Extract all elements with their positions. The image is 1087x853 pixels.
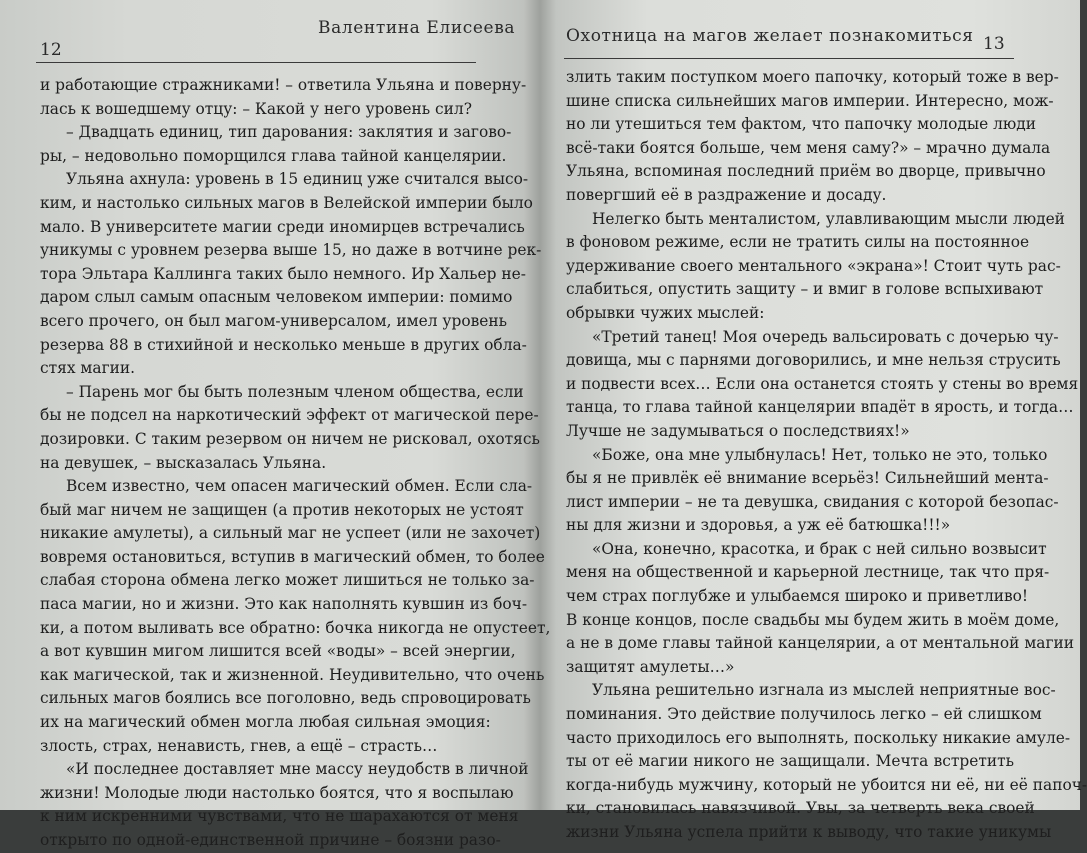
text-line: лист империи – не та девушка, свидания с которой безопас-: [566, 492, 1059, 511]
text-line: а вот кувшин мигом лишится всей «воды» – всей энергии,: [40, 642, 516, 661]
text-line: к ним искренними чувствами, что не шарахаются от меня: [40, 807, 519, 826]
text-line: бы я не привлёк её внимание всерьёз! Сильнейший мента-: [566, 469, 1049, 488]
text-line: танца, то глава тайной канцелярии впадёт в ярость, и тогда…: [566, 398, 1074, 417]
running-head-title: Охотница на магов желает познакомиться: [566, 26, 974, 46]
text-line: Всем известно, чем опасен магический обмен. Если сла-: [66, 477, 533, 496]
text-line: «Она, конечно, красотка, и брак с ней сильно возвысит: [592, 539, 1047, 558]
text-line: стях магии.: [40, 359, 136, 378]
text-line: ки, становилась навязчивой. Увы, за четверть века своей: [566, 799, 1035, 818]
text-line: «И последнее доставляет мне массу неудобств в личной: [66, 760, 529, 779]
page-number: 12: [40, 40, 62, 60]
text-line: слабиться, опустить защиту – и вмиг в голове вспыхивают: [566, 280, 1044, 299]
text-line: уникумы с уровнем резерва выше 15, но даже в вотчине рек-: [40, 241, 542, 260]
text-line: когда-нибудь мужчину, который не убоится ни её, ни её папоч-: [566, 775, 1087, 794]
text-line: мало. В университете магии среди иномирцев встречались: [40, 217, 525, 236]
text-line: жизни! Молодые люди настолько боятся, что я воспылаю: [40, 783, 514, 802]
text-line: сильных магов боялись все поголовно, ведь спровоцировать: [40, 689, 531, 708]
text-line: «Боже, она мне улыбнулась! Нет, только не это, только: [592, 445, 1048, 464]
text-line: даром слыл самым опасным человеком империи: помимо: [40, 288, 513, 307]
text-line: Ульяна решительно изгнала из мыслей неприятные вос-: [592, 681, 1056, 700]
text-line: Ульяна ахнула: уровень в 15 единиц уже считался высо-: [66, 170, 529, 189]
text-line: дозировки. С таким резервом он ничем не рисковал, охотясь: [40, 429, 540, 448]
text-line: их на магический обмен могла любая сильная эмоция:: [40, 713, 491, 732]
text-line: паса магии, но и жизни. Это как наполнять кувшин из боч-: [40, 595, 528, 614]
text-line: и работающие стражниками! – ответила Ульяна и поверну-: [40, 76, 527, 94]
text-line: ким, и настолько сильных магов в Велейской империи было: [40, 193, 533, 212]
text-line: – Двадцать единиц, тип дарования: заклятия и загово-: [66, 123, 512, 142]
text-line: никакие амулеты), а сильный маг не успеет (или не захочет): [40, 524, 541, 543]
page-number: 13: [983, 34, 1005, 54]
header-rule: [36, 62, 476, 63]
text-line: «Третий танец! Моя очередь вальсировать с дочерью чу-: [592, 327, 1059, 346]
text-line: довища, мы с парнями договорились, и мне нельзя струсить: [566, 351, 1061, 370]
text-line: шине списка сильнейших магов империи. Интересно, мож-: [566, 91, 1054, 110]
text-line: резерва 88 в стихийной и несколько меньше в других обла-: [40, 335, 527, 354]
text-line: а не в доме главы тайной канцелярии, а от ментальной магии: [566, 634, 1075, 653]
text-line: бый маг ничем не защищен (а против некоторых не устоят: [40, 500, 524, 519]
right-page: [540, 0, 1087, 841]
text-line: Нелегко быть менталистом, улавливающим мысли людей: [592, 209, 1065, 228]
text-line: и подвести всех… Если она останется стоять у стены во время: [566, 374, 1079, 393]
text-line: всё-таки боятся больше, чем меня саму?» – мрачно думала: [566, 138, 1051, 157]
text-line: ры, – недовольно поморщился глава тайной канцелярии.: [40, 146, 507, 165]
text-line: вовремя остановиться, вступив в магический обмен, то более: [40, 547, 545, 566]
text-line: всего прочего, он был магом-универсалом, имел уровень: [40, 311, 508, 330]
text-line: меня на общественной и карьерной лестнице, так что пря-: [566, 563, 1050, 582]
running-head-author: Валентина Елисеева: [318, 18, 516, 38]
text-line: повергший её в раздражение и досаду.: [566, 185, 887, 204]
text-line: злить таким поступком моего папочку, который тоже в вер-: [566, 68, 1059, 86]
text-line: защитят амулеты…»: [566, 657, 735, 676]
text-line: Ульяна, вспоминая последний приём во дворце, привычно: [566, 162, 1046, 181]
text-line: на девушек, – высказалась Ульяна.: [40, 453, 327, 472]
text-line: как магической, так и жизненной. Неудивительно, что очень: [40, 665, 545, 684]
text-line: жизни Ульяна успела прийти к выводу, что такие уникумы: [566, 823, 1052, 841]
text-line: ты от её магии никого не защищали. Мечта встретить: [566, 752, 1014, 771]
text-line: поминания. Это действие получилось легко – ей слишком: [566, 705, 1042, 724]
header-rule: [564, 58, 1014, 59]
text-line: – Парень мог бы быть полезным членом общества, если: [66, 382, 524, 401]
body-text: [40, 74, 551, 853]
text-line: но ли утешиться тем фактом, что папочку молодые люди: [566, 115, 1037, 134]
text-line: злость, страх, ненависть, гнев, а ещё – страсть…: [40, 736, 438, 755]
text-line: в фоновом режиме, если не тратить силы на постоянное: [566, 233, 1030, 252]
text-line: чем страх поглубже и улыбаемся широко и приветливо!: [566, 587, 1029, 606]
text-line: часто приходилось его выполнять, поскольку никакие амуле-: [566, 728, 1071, 747]
text-line: лась к вошедшему отцу: – Какой у него уровень сил?: [40, 99, 472, 118]
text-line: слабая сторона обмена легко может лишиться не только за-: [40, 571, 535, 590]
text-line: ны для жизни и здоровья, а уж её батюшка!!!»: [566, 516, 951, 535]
text-line: В конце концов, после свадьбы мы будем жить в моём доме,: [566, 610, 1060, 629]
text-line: открыто по одной-единственной причине – боязни разо-: [40, 831, 501, 849]
text-line: удерживание своего ментального «экрана»! Стоит чуть рас-: [566, 256, 1061, 275]
text-line: Лучше не задумываться о последствиях!»: [566, 421, 910, 440]
text-line: бы не подсел на наркотический эффект от магической пере-: [40, 406, 539, 425]
text-line: обрывки чужих мыслей:: [566, 303, 765, 322]
text-line: тора Эльтара Каллинга таких было немного. Ир Хальер не-: [40, 264, 526, 283]
text-line: ки, а потом выливать все обратно: бочка никогда не опустеет,: [40, 618, 551, 637]
body-text: [566, 66, 1087, 845]
